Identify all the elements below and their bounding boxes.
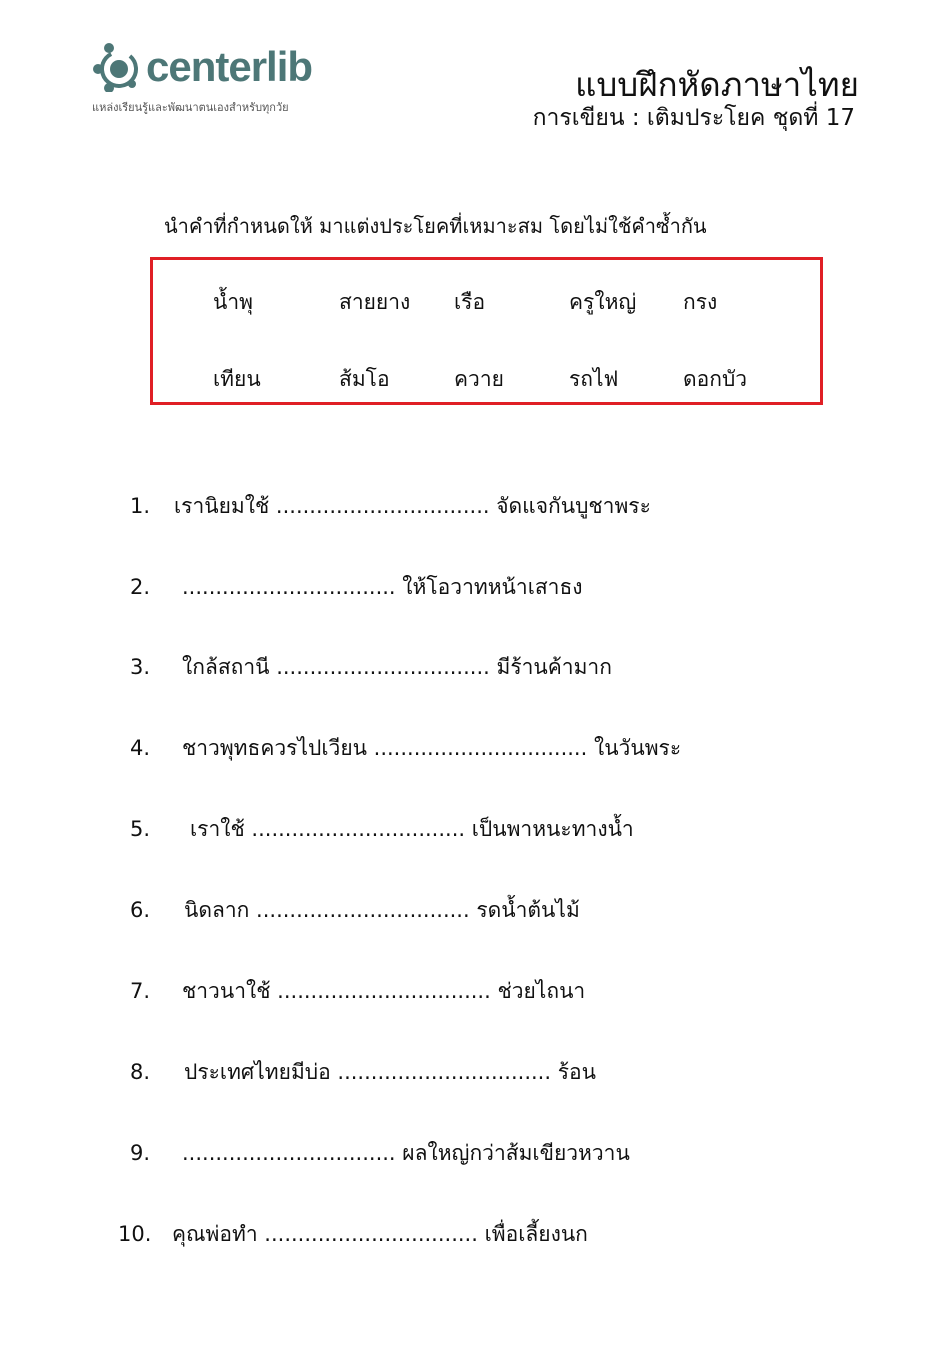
- word-bank-item: ส้มโอ: [339, 367, 390, 391]
- question-number: 5.: [130, 817, 151, 841]
- word-bank-item: เรือ: [454, 290, 486, 314]
- question-text: ชาวพุทธควรไปเวียน ................................ ในวันพระ: [182, 736, 682, 760]
- question-item: [130, 651, 612, 684]
- word-bank-item: ครูใหญ่: [569, 290, 637, 314]
- question-item: [118, 1218, 588, 1251]
- word-bank-item: ควาย: [454, 367, 504, 391]
- question-item: [130, 1137, 630, 1170]
- question-item: [130, 732, 681, 765]
- question-number: 9.: [130, 1141, 151, 1165]
- page-subtitle: การเขียน : เติมประโยค ชุดที่ 17: [532, 105, 855, 131]
- page-title: แบบฝึกหัดภาษาไทย: [575, 65, 859, 104]
- question-number: 3.: [130, 655, 151, 679]
- word-bank-item: เทียน: [213, 367, 261, 391]
- brand-logo: [92, 42, 342, 122]
- word-bank-item: กรง: [683, 290, 718, 314]
- question-item: [130, 813, 634, 846]
- question-number: 1.: [130, 494, 151, 518]
- word-bank-item: รถไฟ: [569, 367, 619, 391]
- brand-name: centerlib: [146, 43, 313, 90]
- centerlib-logo-icon: [92, 42, 142, 92]
- question-item: [130, 490, 651, 523]
- question-text: ................................ ให้โอวาทหน้าเสาธง: [182, 575, 583, 599]
- question-number: 8.: [130, 1060, 151, 1084]
- question-number: 2.: [130, 575, 151, 599]
- question-text: คุณพ่อทำ ................................ เพื่อเลี้ยงนก: [172, 1222, 588, 1246]
- question-text: นิดลาก ................................ รดน้ำต้นไม้: [184, 898, 580, 922]
- question-text: เรานิยมใช้ ................................ จัดแจกันบูชาพระ: [174, 494, 651, 518]
- question-text: ................................ ผลใหญ่กว่าส้มเขียวหวาน: [182, 1141, 630, 1165]
- question-text: ประเทศไทยมีบ่อ ................................ ร้อน: [184, 1060, 596, 1084]
- question-text: ใกล้สถานี ................................ มีร้านค้ามาก: [182, 655, 612, 679]
- question-item: [130, 975, 585, 1008]
- question-item: [130, 571, 583, 604]
- question-text: เราใช้ ................................ เป็นพาหนะทางน้ำ: [190, 817, 634, 841]
- word-bank-item: สายยาง: [339, 290, 411, 314]
- question-item: [130, 1056, 596, 1089]
- question-number: 4.: [130, 736, 151, 760]
- question-number: 7.: [130, 979, 151, 1003]
- word-bank-item: ดอกบัว: [683, 367, 748, 391]
- question-number: 10.: [118, 1222, 152, 1246]
- brand-tagline: แหล่งเรียนรู้และพัฒนาตนเองสำหรับทุกวัย: [92, 101, 289, 114]
- word-bank-box: [150, 257, 823, 405]
- word-bank-item: น้ำพุ: [213, 290, 253, 314]
- question-number: 6.: [130, 898, 151, 922]
- instruction-text: นำคำที่กำหนดให้ มาแต่งประโยคที่เหมาะสม โดยไม่ใช้คำซ้ำกัน: [164, 214, 707, 238]
- question-item: [130, 894, 580, 927]
- question-text: ชาวนาใช้ ................................ ช่วยไถนา: [182, 979, 586, 1003]
